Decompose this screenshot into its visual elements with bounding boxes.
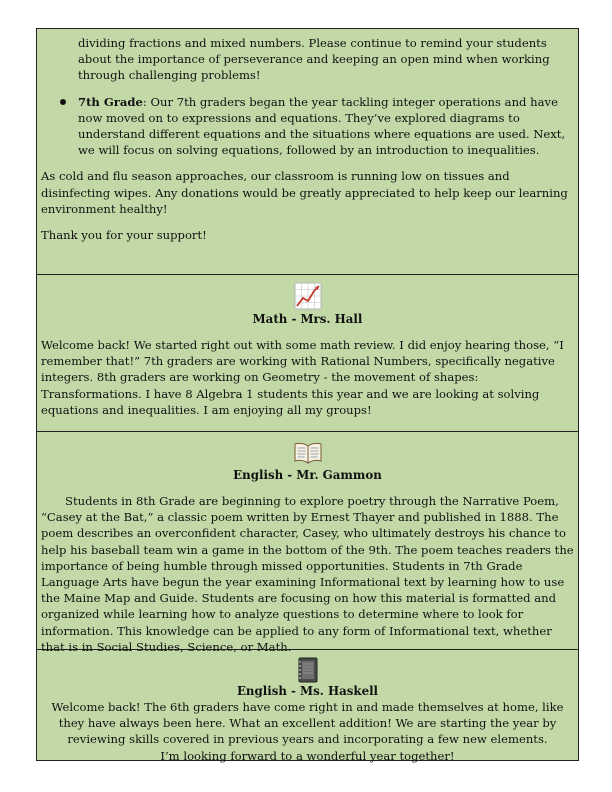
grade-updates-cell [37,29,578,275]
english-gammon-body: Students in 8th Grade are beginning to explore poetry through the Narrative Poem, “Casey at the Bat,” a classic poem written by Ernest Thayer and published in 1888. The poem describes an overconfident character, Casey, who ultimately destroys his chance to help his baseball team win a game in the bottom of the 9th. The poem teaches readers the importance of being humble through missed opportunities. Students in 7th Grade Language Arts have begun the year examining Informational text by learning how to use the Maine Map and Guide. Students are focusing on how this material is formatted and organized while learning how to analyze questions to determine where to look for information. This knowledge can be applied to any form of Informational text, whether that is in Social Studies, Science, or Math. [41,494,574,654]
english-haskell-heading: English - Ms. Haskell [236,684,379,698]
thanks-line: Thank you for your support! [41,228,207,243]
newsletter-table [36,28,579,761]
english-gammon-cell [37,432,578,654]
seventh-grade-text: : Our 7th graders began the year tackling integer operations and have now moved on to expressions and equations. They’ve explored diagrams to understand different equations and the situations where equations are used. Next, we will focus on solving equations, followed by an introduction to inequalities. [78,94,566,158]
seventh-grade-label: 7th Grade [78,94,143,109]
english-haskell-cell [37,650,578,761]
bullet-dot [60,99,66,105]
seventh-grade-bullet [41,94,574,159]
donations-paragraph: As cold and flu season approaches, our classroom is running low on tissues and disinfecting wipes. Any donations would be greatly appreciated to help keep our learning environment healthy! [41,169,568,216]
english-haskell-body: Welcome back! The 6th graders have come right in and made themselves at home, like they have always been here. What an excellent addition! We are starting the year by reviewing skills covered in previous years and incorporating a few new elements. [51,700,564,747]
english-haskell-closing: I’m looking forward to a wonderful year together! [160,748,455,763]
math-heading: Math - Mrs. Hall [252,312,363,326]
open-book-icon [294,442,322,464]
english-gammon-heading: English - Mr. Gammon [233,468,382,482]
chart-increasing-icon [294,282,322,310]
math-body: Welcome back! We started right out with some math review. I did enjoy hearing those, “I remember that!” 7th graders are working with Rational Numbers, specifically negative integers. 8th graders are working on Geometry - the movement of shapes: Transformations. I have 8 Algebra 1 students this year and we are looking at solving equations and inequalities. I am enjoying all my groups! [41,338,564,417]
sixth-grade-continuation: dividing fractions and mixed numbers. Please continue to remind your students about the importance of perseverance and keeping an open mind when working through challenging problems! [78,36,550,83]
notebook-icon [297,657,319,683]
math-cell [37,275,578,432]
